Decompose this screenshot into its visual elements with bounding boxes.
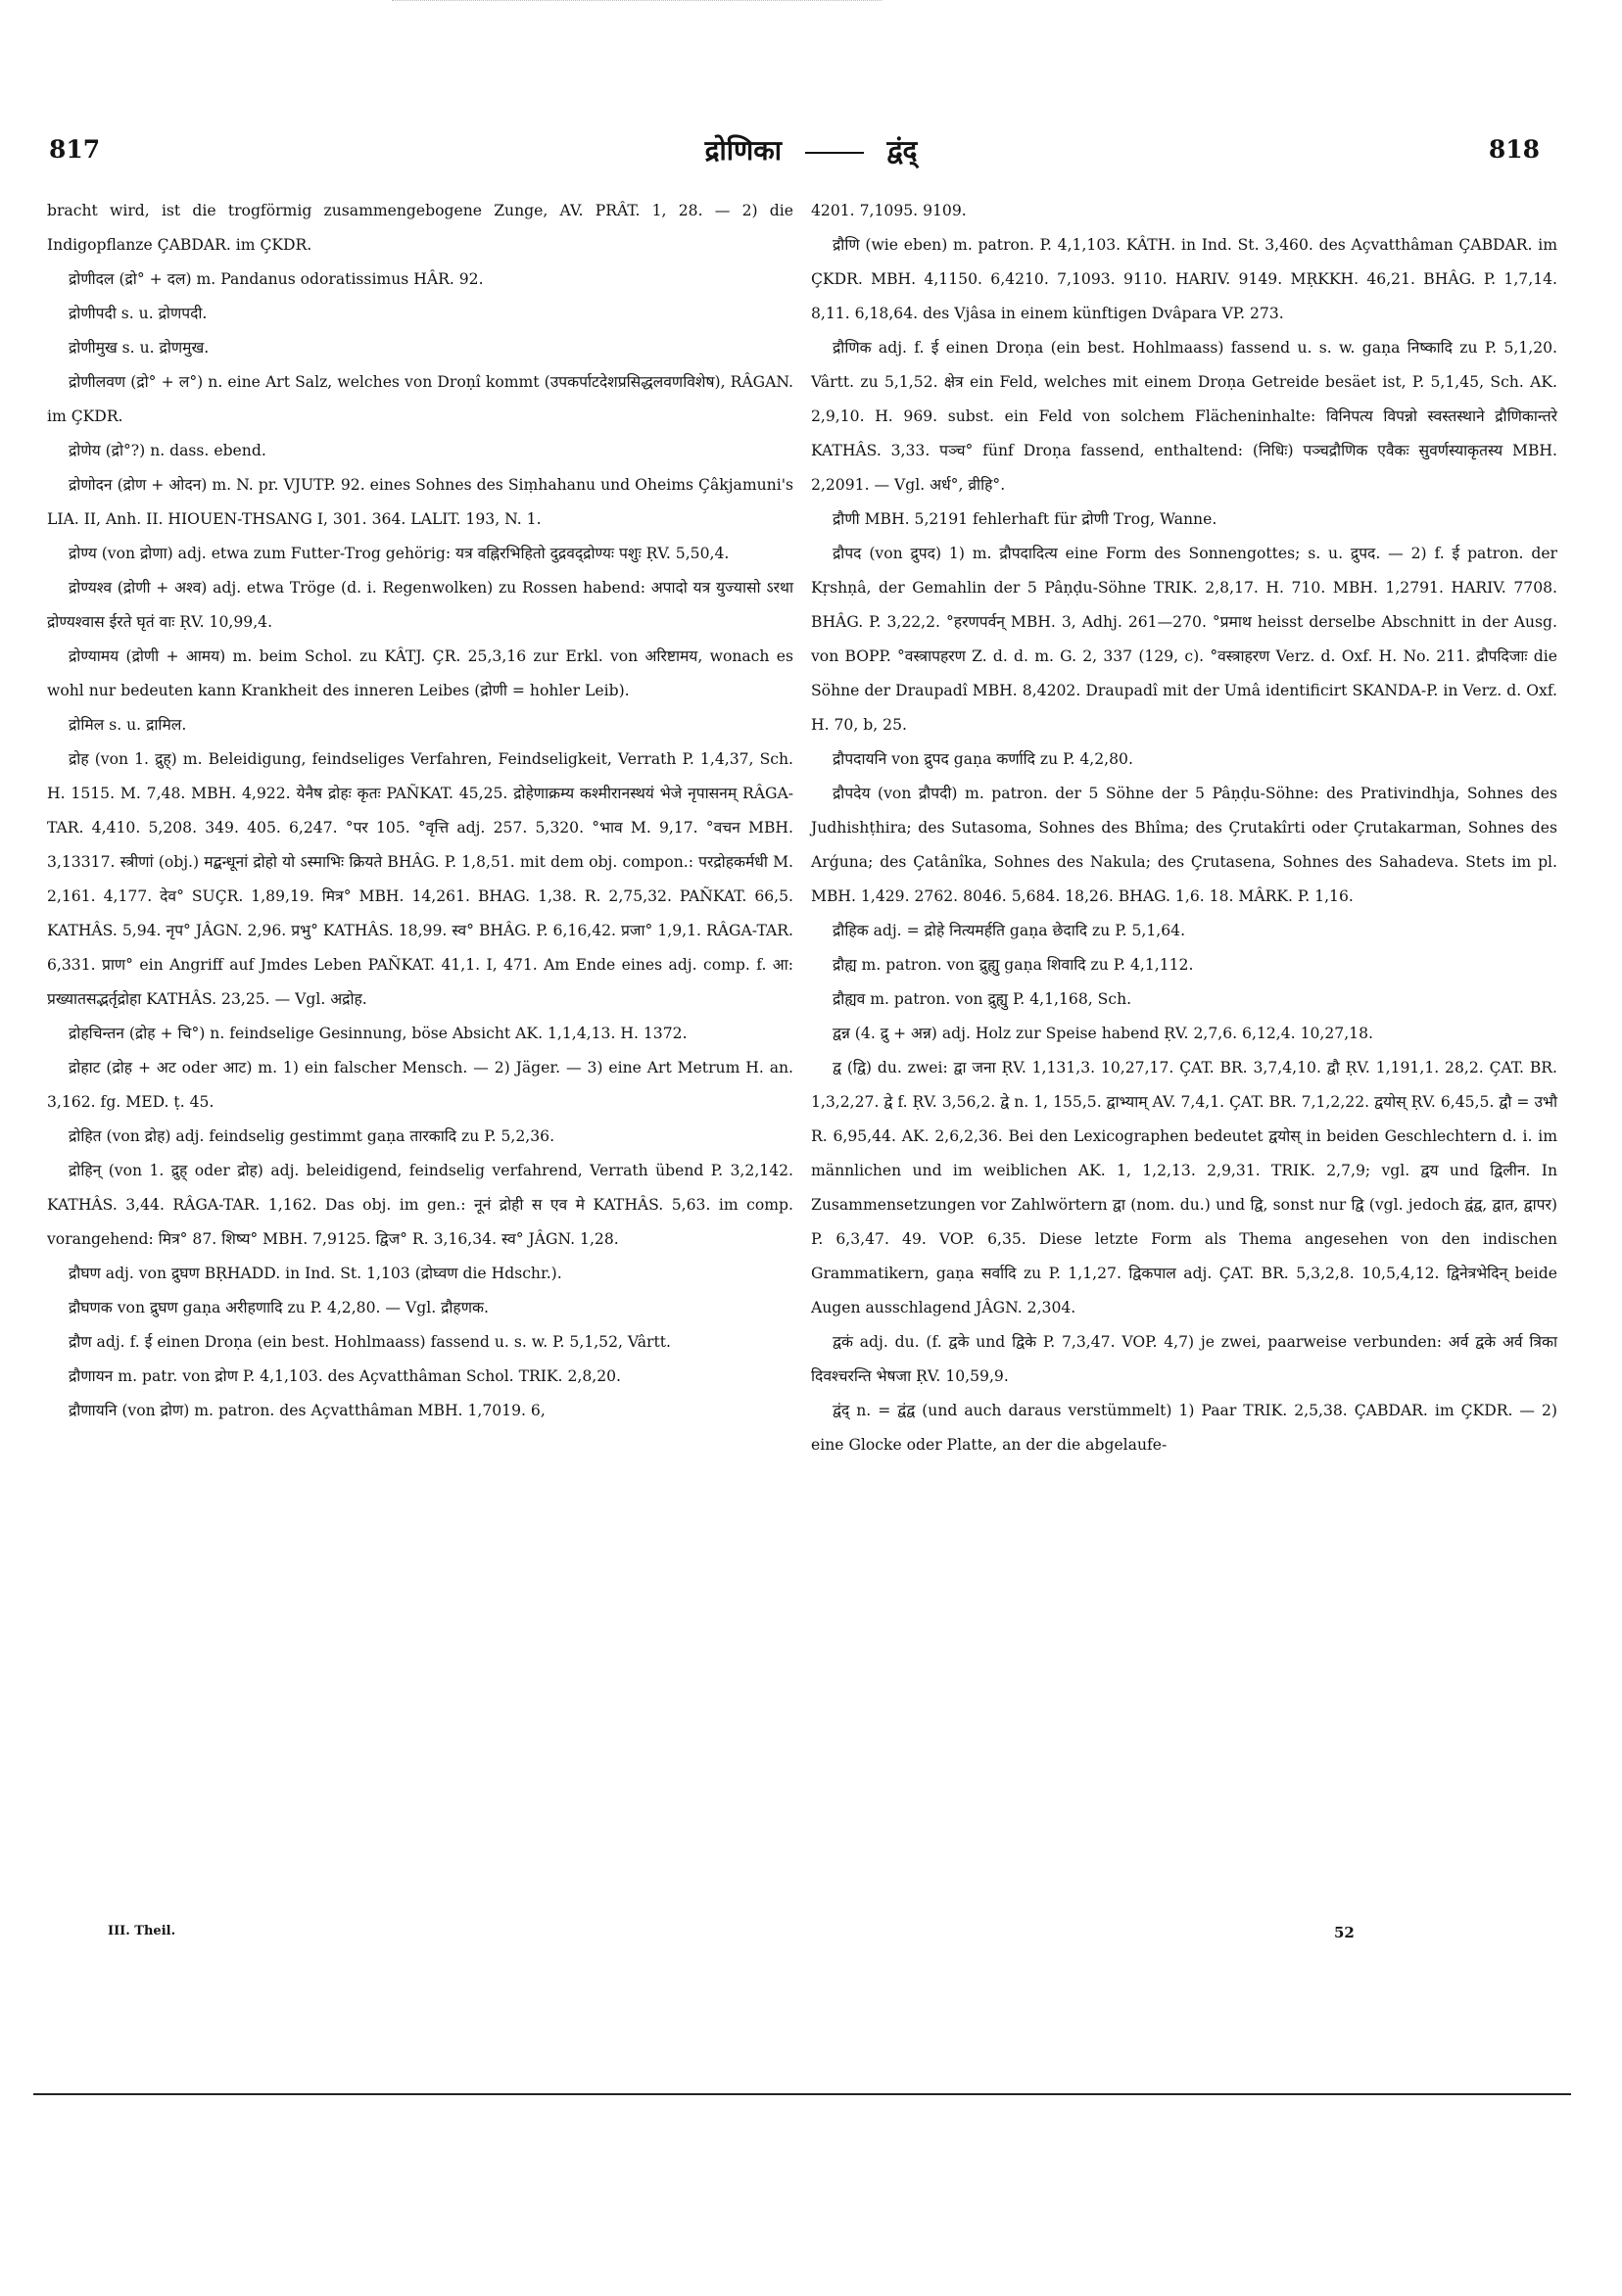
dictionary-entry: द्वंद् n. = द्वंद्व (und auch daraus verstümmelt) 1) Paar TRIK. 2,5,38. ÇABDAR. im ÇKDR. — 2) eine Glocke oder Platte, an der die abgelaufe- [811, 1402, 1557, 1454]
dictionary-entry: द्रौण adj. f. ई einen Droṇa (ein best. Hohlmaass) fassend u. s. w. P. 5,1,52, Vârtt. [69, 1333, 671, 1351]
dictionary-entry: द्व (द्वि) du. zwei: द्वा जना ṚV. 1,131,3. 10,27,17. ÇAT. BR. 3,7,4,10. द्वौ ṚV. 1,191,1. 28,2. ÇAT. BR. 1,3,2,27. द्वे f. ṚV. 3,56,2. द्वे n. 1, 155,5. द्वाभ्याम् AV. 7,4,1. ÇAT. BR. 7,1,2,22. द्वयोस् ṚV. 6,45,5. द्वौ = उभौ R. 6,95,44. AK. 2,6,2,36. Bei den Lexicographen bedeutet द्वयोस् in beiden Geschlechtern d. i. im männlichen und im weiblichen AK. 1, 1,2,13. 2,9,31. TRIK. 2,7,9; vgl. द्वय und द्विलीन. In Zusammensetzungen vor Zahlwörtern द्वा (nom. du.) und द्वि, sonst nur द्वि (vgl. jedoch द्वंद्व, द्वात, द्वापर) P. 6,3,47. 49. VOP. 6,35. Diese letzte Form als Thema angesehen von den indischen Grammatikern, gaṇa सर्वादि zu P. 1,1,27. द्विकपाल adj. ÇAT. BR. 5,3,2,8. 10,5,4,12. द्विनेत्रभेदिन् beide Augen ausschlagend JÂGN. 2,304. [811, 1059, 1557, 1316]
dictionary-entry: द्रौह्यव m. patron. von द्रुह्यु P. 4,1,168, Sch. [833, 990, 1132, 1008]
page-header [39, 131, 1583, 174]
dictionary-entry: द्रोण्यश्व (द्रोणी + अश्व) adj. etwa Tröge (d. i. Regenwolken) zu Rossen habend: अपादो यत्र युज्यासो ऽरथा द्रोण्यश्वास ईरते घृतं वाः ṚV. 10,99,4. [47, 579, 793, 631]
running-head-left: द्रोणिका [704, 134, 782, 167]
continued-text: 4201. 7,1095. 9109. [811, 202, 967, 219]
dictionary-entry: द्रौणायनि (von द्रोण) m. patron. des Açvatthâman MBH. 1,7019. 6, [69, 1402, 546, 1419]
continued-text: bracht wird, ist die trogförmig zusammengebogene Zunge, AV. PRÂT. 1, 28. — 2) die Indigopflanze ÇABDAR. im ÇKDR. [47, 202, 793, 254]
dictionary-entry: द्रौणि (wie eben) m. patron. P. 4,1,103. KÂTH. in Ind. St. 3,460. des Açvatthâman ÇABDAR. im ÇKDR. MBH. 4,1150. 6,4210. 7,1093. 9110. HARIV. 9149. MṚKKH. 46,21. BHÂG. P. 1,7,14. 8,11. 6,18,64. des Vjâsa in einem künftigen Dvâpara VP. 273. [811, 236, 1557, 322]
sheet-signature: 52 [1334, 1924, 1355, 1941]
dictionary-entry: द्रौपद (von द्रुपद) 1) m. द्रौपदादित्य eine Form des Sonnengottes; s. u. द्रुपद. — 2) f. ई patron. der Kṛshṇâ, der Gemahlin der 5 Pâṇḍu-Söhne TRIK. 2,8,17. H. 710. MBH. 1,2791. HARIV. 7708. BHÂG. P. 3,22,2. °हरणपर्वन् MBH. 3, Adhj. 261—270. °प्रमाथ heisst derselbe Abschnitt in der Ausg. von BOPP. °वस्त्रापहरण Z. d. d. m. G. 2, 337 (129, c). °वस्त्राहरण Verz. d. Oxf. H. No. 211. द्रौपदिजाः die Söhne der Draupadî MBH. 8,4202. Draupadî mit der Umâ identificirt SKANDA-P. in Verz. d. Oxf. H. 70, b, 25. [811, 545, 1557, 734]
dictionary-entry: द्रोण्य (von द्रोणा) adj. etwa zum Futter-Trog gehörig: यत्र वह्निरभिहितो दुद्रवद्द्रोण्यः पशुः ṚV. 5,50,4. [69, 545, 730, 562]
dictionary-entry: द्रोणीदल (द्रो° + दल) m. Pandanus odoratissimus HÂR. 92. [69, 270, 484, 288]
dictionary-entry: द्रौपदेय (von द्रौपदी) m. patron. der 5 Söhne der 5 Pâṇḍu-Söhne: des Prativindhja, Sohnes des Judhishṭhira; des Sutasoma, Sohnes des Bhîma; des Çrutakîrti oder Çrutakarman, Sohnes des Arǵuna; des Çatânîka, Sohnes des Nakula; des Çrutasena, Sohnes des Sahadeva. Stets im pl. MBH. 1,429. 2762. 8046. 5,684. 18,26. BHAG. 1,6. 18. MÂRK. P. 1,16. [811, 785, 1557, 905]
left-column [47, 194, 793, 1428]
right-column [811, 194, 1557, 1462]
dictionary-entry: द्रोहाट (द्रोह + अट oder आट) m. 1) ein falscher Mensch. — 2) Jäger. — 3) eine Art Metrum H. an. 3,162. fg. MED. ṭ. 45. [47, 1059, 793, 1111]
bottom-rule [33, 2093, 1571, 2095]
dictionary-entry: द्रोणीपदी s. u. द्रोणपदी. [69, 305, 208, 322]
dictionary-entry: द्रोणेय (द्रो°?) n. dass. ebend. [69, 442, 266, 459]
dictionary-entry: द्रौणिक adj. f. ई einen Droṇa (ein best. Hohlmaass) fassend u. s. w. gaṇa निष्कादि zu P. 5,1,20. Vârtt. zu 5,1,52. क्षेत्र ein Feld, welches mit einem Droṇa Getreide besäet ist, P. 5,1,45, Sch. AK. 2,9,10. H. 969. subst. ein Feld von solchem Flächeninhalte: विनिपत्य विपन्नो स्वस्तस्थाने द्रौणिकान्तरे KATHÂS. 3,33. पञ्च° fünf Droṇa fassend, enthaltend: (निधिः) पञ्चद्रौणिक एवैकः सुवर्णस्याकृतस्य MBH. 2,2091. — Vgl. अर्ध°, व्रीहि°. [811, 339, 1557, 494]
running-head-right: द्वंद् [886, 134, 918, 167]
dictionary-entry: द्रौघणक von द्रुघण gaṇa अरीहणादि zu P. 4,2,80. — Vgl. द्रौहणक. [69, 1299, 489, 1316]
dictionary-entry: द्रोहचिन्तन (द्रोह + चि°) n. feindselige Gesinnung, böse Absicht AK. 1,1,4,13. H. 1372. [69, 1025, 688, 1042]
dictionary-entry: द्वन्न (4. द्रु + अन्न) adj. Holz zur Speise habend ṚV. 2,7,6. 6,12,4. 10,27,18. [833, 1025, 1373, 1042]
page-number-left: 817 [49, 135, 101, 164]
dictionary-entry: द्रौह्य m. patron. von द्रुह्यु gaṇa शिवादि zu P. 4,1,112. [833, 956, 1194, 974]
page-number-right: 818 [1488, 135, 1540, 164]
dictionary-entry: द्रोणीमुख s. u. द्रोणमुख. [69, 339, 210, 357]
volume-signature: III. Theil. [108, 1924, 176, 1938]
dictionary-entry: द्रोणोदन (द्रोण + ओदन) m. N. pr. VJUTP. 92. eines Sohnes des Siṃhahanu und Oheims Çâkjamuni's LIA. II, Anh. II. HIOUEN-THSANG I, 301. 364. LALIT. 193, N. 1. [47, 476, 793, 528]
dictionary-entry: द्रौघण adj. von द्रुघण BṚHADD. in Ind. St. 1,103 (द्रोघ्वण die Hdschr.). [69, 1265, 562, 1282]
dictionary-entry: द्रोह (von 1. द्रुह्) m. Beleidigung, feindseliges Verfahren, Feindseligkeit, Verrath P. 1,4,37, Sch. H. 1515. M. 7,48. MBH. 4,922. येनैष द्रोहः कृतः PAÑKAT. 45,25. द्रोहेणाक्रम्य कश्मीरानस्थयं भेजे नृपासनम् RÂGA-TAR. 4,410. 5,208. 349. 405. 6,247. °पर 105. °वृत्ति adj. 257. 5,320. °भाव M. 9,17. °वचन MBH. 3,13317. स्त्रीणां (obj.) मद्बन्धूनां द्रोहो यो ऽस्माभिः क्रियते BHÂG. P. 1,8,51. mit dem obj. compon.: परद्रोहकर्मधी M. 2,161. 4,177. देव° SUÇR. 1,89,19. मित्र° MBH. 14,261. BHAG. 1,38. R. 2,75,32. PAÑKAT. 66,5. KATHÂS. 5,94. नृप° JÂGN. 2,96. प्रभु° KATHÂS. 18,99. स्व° BHÂG. P. 6,16,42. प्रजा° 1,9,1. RÂGA-TAR. 6,331. प्राण° ein Angriff auf Jmdes Leben PAÑKAT. 41,1. I, 471. Am Ende eines adj. comp. f. आ: प्रख्यातसद्भर्तृद्रोहा KATHÂS. 23,25. — Vgl. अद्रोह. [47, 750, 793, 1008]
dictionary-entry: द्वकं adj. du. (f. द्वके und द्विके P. 7,3,47. VOP. 4,7) je zwei, paarweise verbunden: अर्व द्वके अर्व त्रिका दिवश्चरन्ति भेषजा ṚV. 10,59,9. [811, 1333, 1557, 1385]
running-head [39, 131, 1583, 168]
top-scan-edge [392, 0, 882, 15]
dictionary-entry: द्रोहित (von द्रोह) adj. feindselig gestimmt gaṇa तारकादि zu P. 5,2,36. [69, 1127, 555, 1145]
dictionary-entry: द्रौणायन m. patr. von द्रोण P. 4,1,103. des Açvatthâman Schol. TRIK. 2,8,20. [69, 1367, 622, 1385]
dictionary-entry: द्रौपदायनि von द्रुपद gaṇa कर्णादि zu P. 4,2,80. [833, 750, 1133, 768]
dictionary-entry: द्रोहिन् (von 1. द्रुह् oder द्रोह) adj. beleidigend, feindselig verfahrend, Verrath übend P. 3,2,142. KATHÂS. 3,44. RÂGA-TAR. 1,162. Das obj. im gen.: नूनं द्रोही स एव मे KATHÂS. 5,63. im comp. vorangehend: मित्र° 87. शिष्य° MBH. 7,9125. द्विज° R. 3,16,34. स्व° JÂGN. 1,28. [47, 1162, 793, 1248]
dictionary-entry: द्रोमिल s. u. द्रामिल. [69, 716, 187, 734]
dictionary-entry: द्रोण्यामय (द्रोणी + आमय) m. beim Schol. zu KÂTJ. ÇR. 25,3,16 zur Erkl. von अरिष्टामय, wonach es wohl nur bedeuten kann Krankheit des inneren Leibes (द्रोणी = hohler Leib). [47, 647, 793, 699]
dictionary-entry: द्रोणीलवण (द्रो° + ल°) n. eine Art Salz, welches von Droṇî kommt (उपकर्पाटदेशप्रसिद्धलवणविशेष), RÂGAN. im ÇKDR. [47, 373, 793, 425]
dictionary-entry: द्रौणी MBH. 5,2191 fehlerhaft für द्रोणी Trog, Wanne. [833, 510, 1217, 528]
running-head-dash [805, 152, 864, 154]
dictionary-entry: द्रौहिक adj. = द्रोहे नित्यमर्हति gaṇa छेदादि zu P. 5,1,64. [833, 922, 1186, 939]
